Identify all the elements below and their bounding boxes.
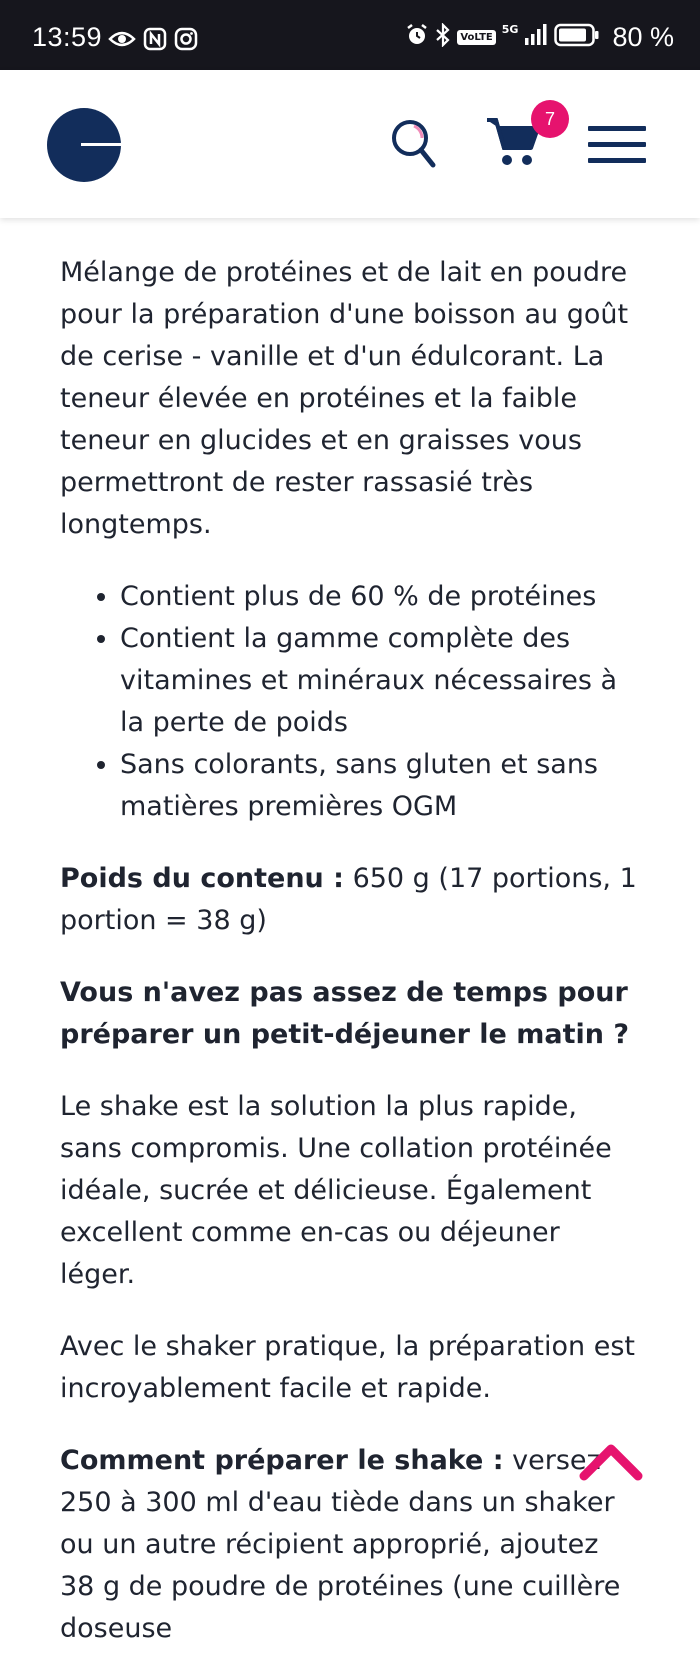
brand-logo[interactable] — [47, 108, 121, 182]
cart-count-badge: 7 — [531, 100, 569, 138]
question-heading — [60, 972, 640, 1056]
eye-icon — [108, 29, 136, 54]
cart-icon — [485, 155, 543, 174]
weight-paragraph — [60, 858, 640, 942]
feature-list — [60, 576, 640, 828]
feature-item: • Contient la gamme complète des vitamines et minéraux nécessaires à la perte de poids — [120, 618, 640, 744]
shake-paragraph: Le shake est la solution la plus rapide, sans compromis. Une collation protéinée idéale, sucrée et délicieuse. Également excellent comme en-cas ou déjeuner léger. — [60, 1091, 612, 1290]
battery-percent: 80 % — [612, 22, 674, 52]
menu-icon-bar — [588, 142, 646, 147]
search-icon — [390, 155, 436, 174]
bluetooth-icon — [435, 23, 451, 52]
site-header — [0, 70, 700, 218]
volte-badge: VoLTE — [457, 30, 495, 45]
chevron-up-icon — [578, 1469, 644, 1488]
status-right-icons — [405, 22, 674, 53]
signal-icon — [524, 24, 548, 51]
feature-item: • Sans colorants, sans gluten et sans matières premières OGM — [120, 744, 640, 828]
battery-icon — [554, 23, 600, 52]
nfc-icon — [143, 27, 167, 56]
network-type: 5G — [501, 23, 519, 36]
weight-label: Poids du contenu : — [60, 863, 344, 894]
search-button[interactable] — [390, 118, 436, 170]
intro-paragraph: Mélange de protéines et de lait en poudre pour la préparation d'une boisson au goût de cerise - vanille et d'un édulcorant. La teneur élevée en protéines et la faible teneur en glucides et en graisses vous permettront de rester rassasié très longtemps. — [60, 257, 629, 540]
menu-icon-bar — [588, 158, 646, 163]
status-left-icons — [108, 27, 198, 56]
weight-value: 650 g (17 portions, 1 portion = 38 g) — [60, 863, 637, 936]
scroll-to-top-button[interactable] — [578, 1440, 644, 1484]
menu-button[interactable] — [588, 126, 646, 164]
question-text: Vous n'avez pas assez de temps pour préparer un petit-déjeuner le matin ? — [60, 977, 630, 1050]
alarm-icon — [405, 23, 429, 52]
shaker-paragraph: Avec le shaker pratique, la préparation est incroyablement facile et rapide. — [60, 1331, 635, 1404]
preparation-paragraph — [60, 1440, 640, 1650]
feature-item: • Contient plus de 60 % de protéines — [120, 576, 640, 618]
preparation-text: versez 250 à 300 ml d'eau tiède dans un shaker ou un autre récipient approprié, ajoutez 38 g de poudre de protéines (une cuillère doseuse — [60, 1445, 621, 1644]
status-time: 13:59 — [32, 22, 103, 52]
menu-icon — [588, 126, 646, 131]
logo-mark — [81, 143, 121, 146]
status-bar — [0, 0, 700, 70]
product-description — [60, 252, 640, 1680]
instagram-icon — [174, 27, 198, 56]
preparation-label: Comment préparer le shake : — [60, 1445, 504, 1476]
